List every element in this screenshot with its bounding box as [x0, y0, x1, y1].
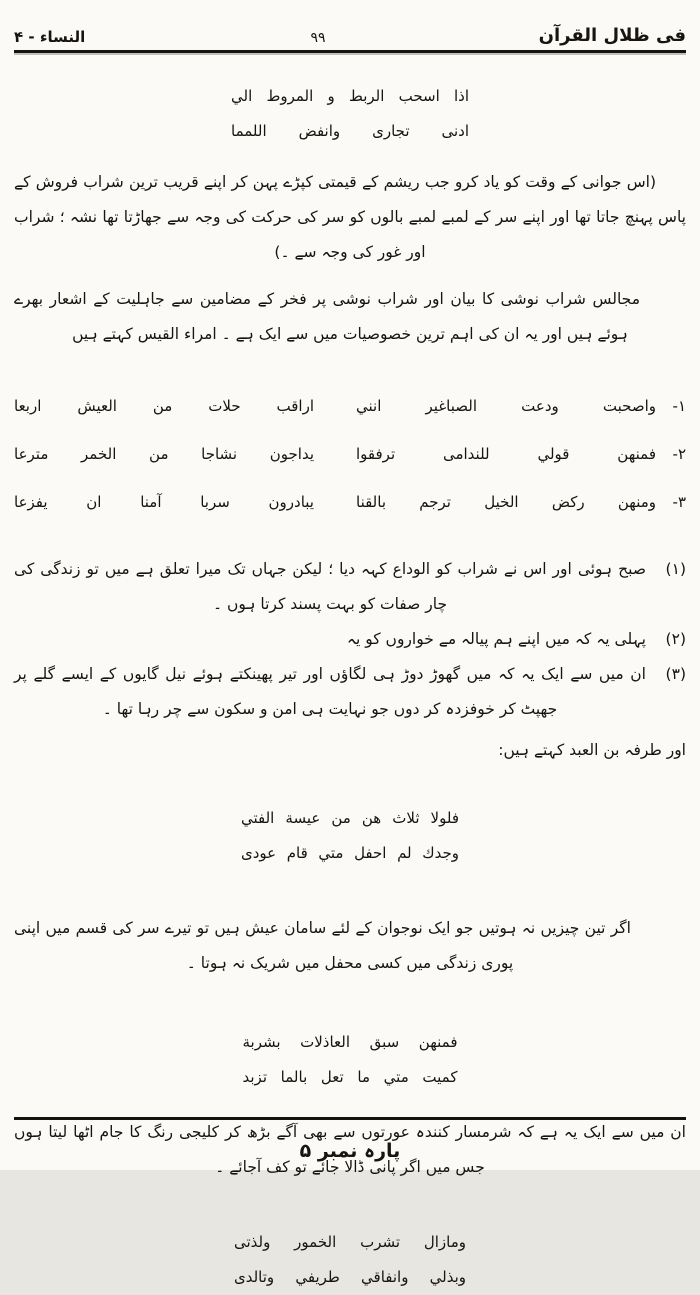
paragraph-majalis: مجالس شراب نوشی کا بیان اور شراب نوشی پر فخر کے مضامین سے جاہلیت کے اشعار بھرے ہوئے ہیں اور یہ ان کی اہم ترین خصوصیات میں سے ایک ہے ۔ امراء القیس کہتے ہیں	[14, 290, 640, 343]
translation-text: صبح ہوئی اور اس نے شراب کو الوداع کہہ دیا ؛ لیکن جہاں تک میرا تعلق ہے میں تو زندگی کی چار صفات کو بہت پسند کرتا ہوں ۔	[14, 560, 646, 613]
translation-number: (۱)	[665, 560, 686, 578]
couplet-line: فلولا ثلاث هن من عيسة الفتي	[241, 809, 459, 827]
page-number: ٩٩	[310, 30, 326, 46]
verse-number: ٢-	[672, 445, 686, 463]
verse-number: ١-	[672, 397, 686, 415]
couplet-line: كميت متي ما تعل بالما تزبد	[242, 1068, 458, 1086]
verse-hemistich-2: يبادرون سربا آمنا ان يفزعا	[14, 493, 314, 511]
book-title: فى ظلال القرآن	[538, 25, 686, 46]
arabic-couplet-1	[231, 79, 469, 149]
translation-number: (۳)	[665, 665, 686, 683]
translation-number: (۲)	[665, 630, 686, 648]
para-number-footer: پارہ نمبر ۵	[299, 1140, 401, 1162]
verse-hemistich-2: يداجون نشاجا من الخمر مترعا	[14, 445, 314, 463]
arabic-couplet-4	[234, 1225, 466, 1295]
verse-first-half	[356, 478, 686, 526]
verse-hemistich-2: اراقب حلات من العيش اربعا	[14, 397, 314, 415]
paragraph-intro-translation: (اس جوانی کے وقت کو یاد کرو جب ریشم کے قیمتی کپڑے پہن کر اپنے قریب ترین شراب فروش کے پاس پہنچ جاتا تھا اور اپنے سر کے لمبے لمبے بالوں کو سر کی حرکت کی وجہ سے جھاڑتا تھا نشہ ؛ شراب اور غور کی وجہ سے ۔)	[14, 173, 686, 261]
verse-translations	[14, 552, 686, 727]
verse-hemistich-1: فمنهن قولي للندامى ترفقوا	[356, 445, 656, 463]
couplet-line: فمنهن سبق العاذلات بشربة	[242, 1033, 458, 1051]
paragraph-wine-cup: ان میں سے ایک یہ ہے کہ شرمسار کنندہ عورتوں سے بھی آگے بڑھ کر کلیجی رنگ کا جام اٹھا لیتا ہوں جس میں اگر پانی ڈالا جائے تو کف آجائے ۔	[14, 1123, 686, 1176]
translation-item	[14, 552, 686, 622]
paragraph-three-things: اگر تین چیزیں نہ ہوتیں جو ایک نوجوان کے لئے سامان عیش ہیں تو تیرے سر کی قسم میں اپنی پوری زندگی میں کسی محفل میں شریک نہ ہوتا ۔	[14, 919, 631, 972]
verse-hemistich-1: واصحبت ودعت الصباغير انني	[356, 397, 656, 415]
numbered-verses	[14, 382, 686, 526]
footer-divider	[14, 1117, 686, 1120]
translation-text: ان میں سے ایک یہ کہ میں گھوڑ دوڑ ہی لگاؤں اور تیر پھینکتے ہوئے نیل گایوں کے ایسے گلے پر جھپٹ کر خوفزدہ کر دوں جو نہایت ہی امن و سکون سے چر رہا تھا ۔	[14, 665, 646, 718]
verse-number: ٣-	[672, 493, 686, 511]
couplet-line: اذا اسحب الربط و المروط الي	[231, 87, 469, 105]
couplet-line: وجدك لم احفل متي قام عودى	[241, 844, 459, 862]
couplet-line: ادنى تجارى وانفض اللمما	[231, 122, 469, 140]
verse-row	[14, 430, 686, 478]
arabic-couplet-2	[241, 801, 459, 871]
header-divider	[14, 50, 686, 53]
translation-text: پہلی یہ کہ میں اپنے ہم پیالہ مے خواروں کو یہ	[346, 630, 646, 648]
translation-item	[14, 622, 686, 657]
verse-first-half	[356, 430, 686, 478]
surah-reference: النساء - ۴	[14, 28, 86, 46]
couplet-line: وبذلي وانفاقي طريفي وتالدى	[234, 1268, 466, 1286]
couplet-line: ومازال تشرب الخمور ولذتى	[234, 1233, 466, 1251]
translation-item	[14, 657, 686, 727]
verse-row	[14, 382, 686, 430]
page-header	[14, 0, 686, 46]
verse-first-half	[356, 382, 686, 430]
verse-hemistich-1: ومنهن ركض الخيل ترجم بالقنا	[356, 493, 656, 511]
tarafa-intro-line: اور طرفہ بن العبد کہتے ہیں:	[498, 741, 686, 759]
arabic-couplet-3	[243, 1025, 458, 1095]
verse-row	[14, 478, 686, 526]
